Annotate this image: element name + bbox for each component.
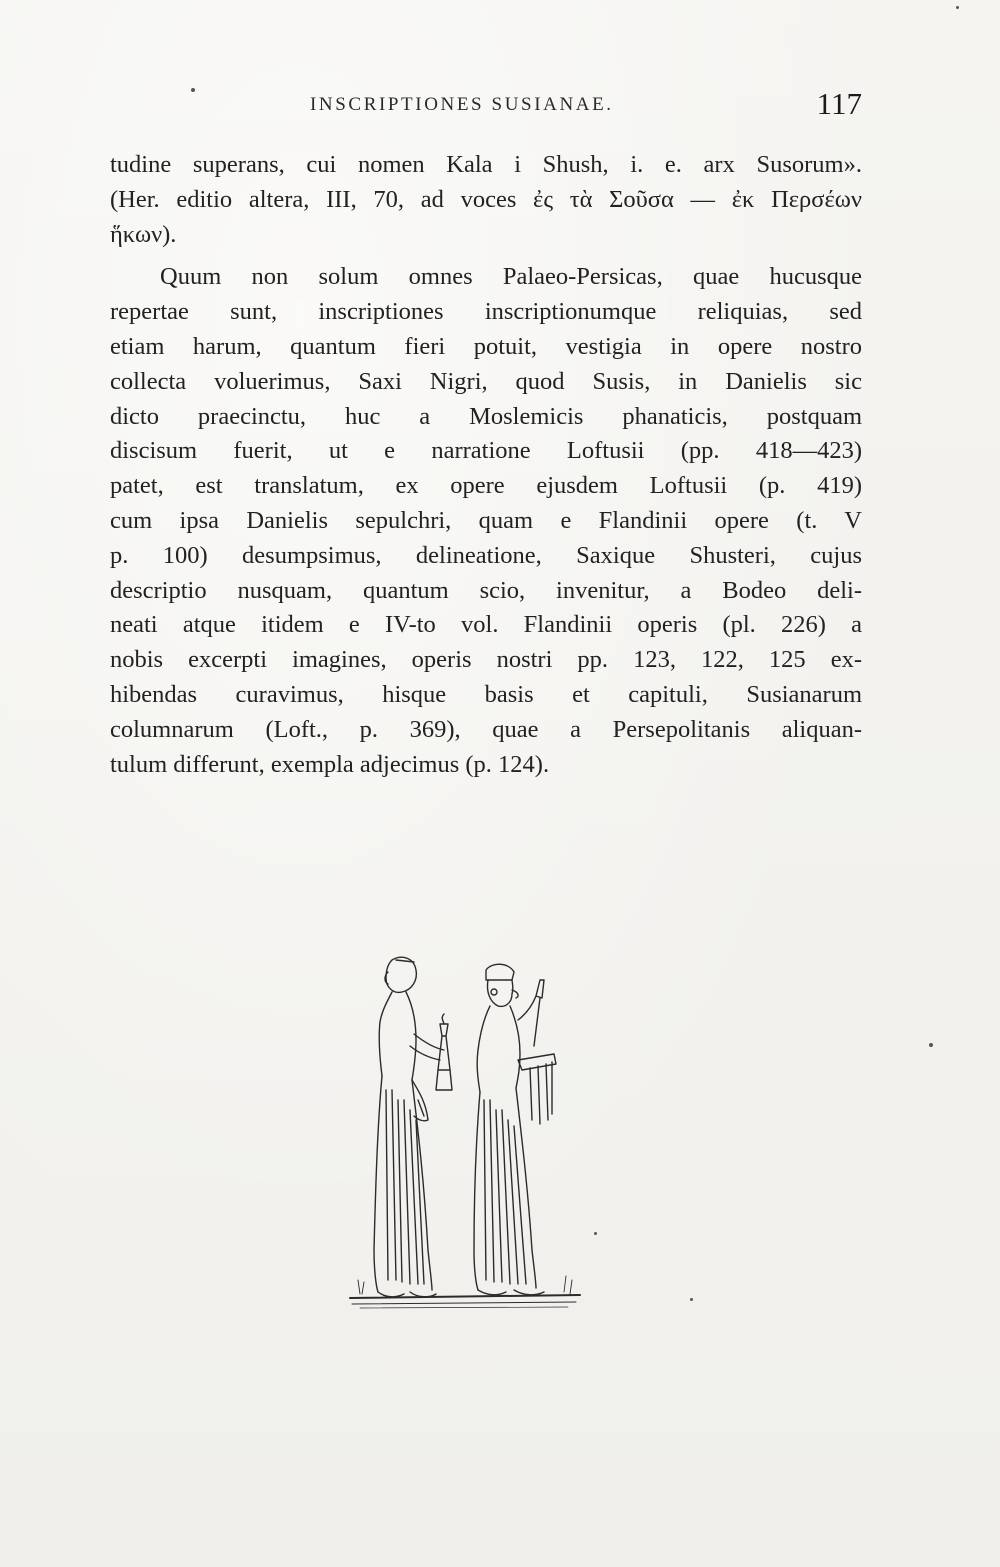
text-line: collecta voluerimus, Saxi Nigri, quod Susis, in Danielis sic [110, 367, 862, 395]
text-line: patet, est translatum, ex opere ejusdem Loftusii (p. 419) [110, 472, 862, 500]
page-speck [956, 6, 959, 9]
text-line: dicto praecinctu, huc a Moslemicis phanaticis, postquam [110, 402, 862, 430]
page-speck [594, 1232, 597, 1235]
text-line: Quum non solum omnes Palaeo-Persicas, quae hucusque [160, 263, 862, 291]
text-line: p. 100) desumpsimus, delineatione, Saxique Shusteri, cujus [110, 541, 862, 569]
running-title: INSCRIPTIONES SUSIANAE. [310, 94, 614, 115]
text-line: neati atque itidem e IV-to vol. Flandinii operis (pl. 226) a [110, 611, 862, 639]
relief-illustration [340, 950, 600, 1330]
body-text [110, 148, 862, 782]
text-line: tudine superans, cui nomen Kala i Shush, i. e. arx Susorum». [110, 151, 862, 178]
relief-engraving [340, 950, 600, 1330]
page-number: 117 [816, 86, 862, 121]
text-line: ἥκων). [110, 220, 177, 248]
ground-line [350, 1295, 580, 1308]
text-line: descriptio nusquam, quantum scio, invenitur, a Bodeo deli- [110, 576, 862, 604]
text-line: cum ipsa Danielis sepulchri, quam e Flandinii opere (t. V [110, 506, 862, 534]
text-line: repertae sunt, inscriptiones inscriptionumque reliquias, sed [110, 298, 862, 326]
paragraph-gap [110, 252, 862, 260]
page-speck [191, 88, 195, 92]
text-line: etiam harum, quantum fieri potuit, vestigia in opere nostro [110, 332, 862, 360]
page-header [110, 86, 862, 126]
page-speck [690, 1298, 693, 1301]
ground-sprigs [358, 1276, 572, 1294]
text-line: discisum fuerit, ut e narratione Loftusii (pp. 418—423) [110, 437, 862, 465]
right-figure [474, 964, 556, 1295]
left-figure [374, 957, 452, 1297]
text-line: hibendas curavimus, hisque basis et capituli, Susianarum [110, 680, 862, 708]
text-line: columnarum (Loft., p. 369), quae a Persepolitanis aliquan- [110, 715, 862, 743]
page-speck [929, 1043, 933, 1047]
text-line: nobis excerpti imagines, operis nostri pp. 123, 122, 125 ex- [110, 646, 862, 674]
text-line: tulum differunt, exempla adjecimus (p. 124). [110, 750, 550, 778]
text-line: (Her. editio altera, III, 70, ad voces ἐς τὰ Σοῦσα — ἐκ Περσέων [110, 185, 862, 213]
